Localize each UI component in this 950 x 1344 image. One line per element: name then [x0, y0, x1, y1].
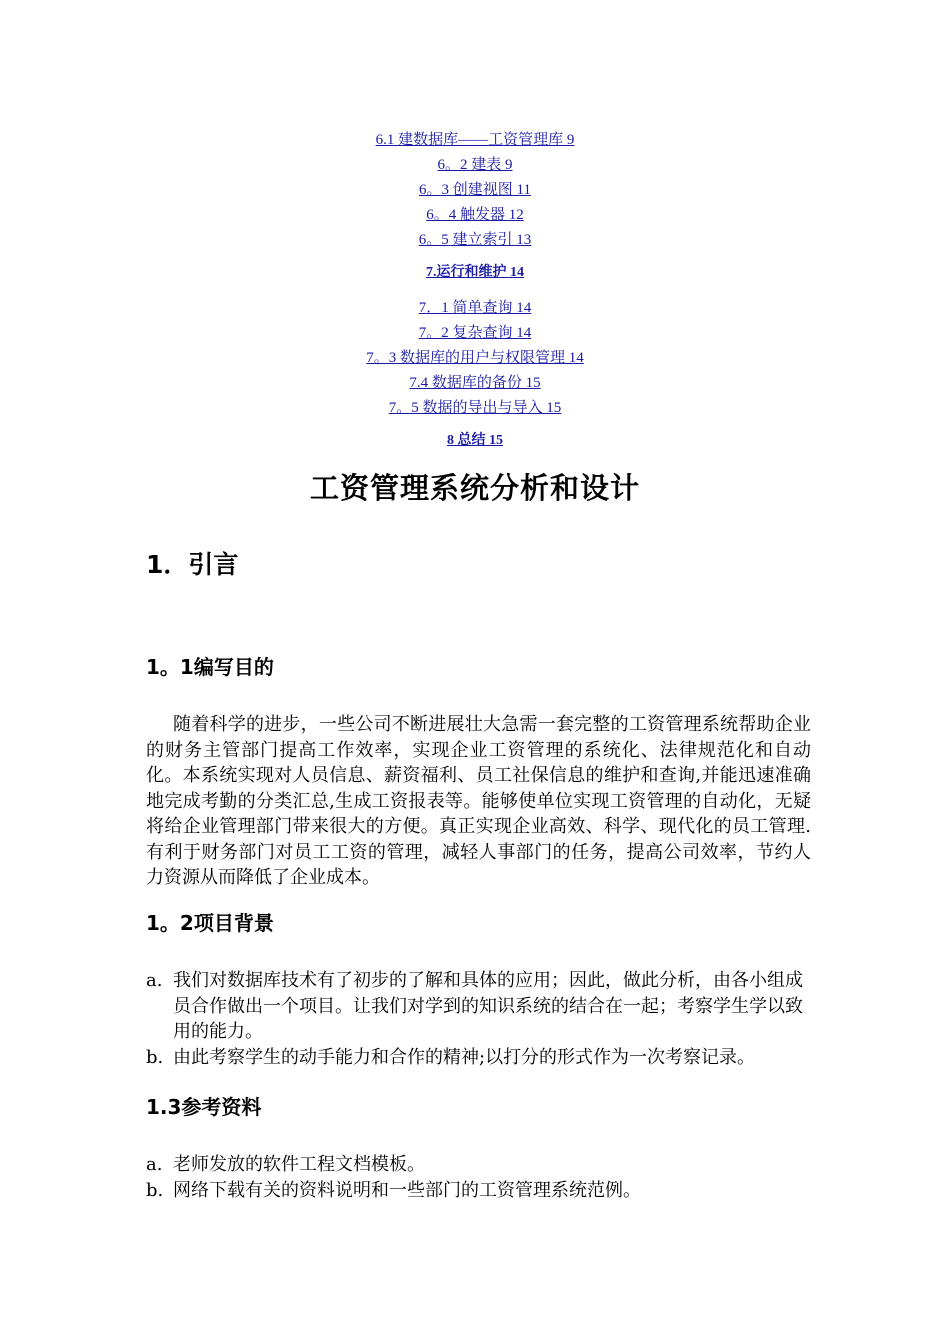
- toc-entry: [0, 369, 950, 394]
- list-item-text: 我们对数据库技术有了初步的了解和具体的应用；因此，做此分析，由各小组成员合作做出一个项目。让我们对学到的知识系统的结合在一起；考察学生学以致用的能力。: [173, 970, 803, 1042]
- toc-entry: [0, 260, 950, 285]
- list-item-text: 老师发放的软件工程文档模板。: [173, 1154, 425, 1175]
- document-title: 工资管理系统分析和设计: [309, 471, 640, 505]
- toc-entry: [0, 151, 950, 176]
- section-1-2-list: [146, 968, 811, 1070]
- toc-link-6-3[interactable]: 6。3 创建视图 11: [419, 182, 531, 198]
- toc-link-6-1[interactable]: 6.1 建数据库——工资管理库 9: [375, 132, 575, 148]
- table-of-contents: [0, 126, 950, 453]
- toc-link-6-4[interactable]: 6。4 触发器 12: [426, 207, 524, 223]
- toc-link-6-5[interactable]: 6。5 建立索引 13: [418, 232, 532, 248]
- section-1-2-heading: 1。2项目背景: [146, 911, 274, 935]
- toc-link-section-7[interactable]: 7.运行和维护 14: [426, 265, 524, 280]
- list-item-text: 网络下载有关的资料说明和一些部门的工资管理系统范例。: [173, 1179, 641, 1201]
- toc-entry: [0, 344, 950, 369]
- toc-entry: [0, 226, 950, 251]
- toc-entry: [0, 176, 950, 201]
- list-item: [146, 1152, 811, 1178]
- section-1-3-heading: 1.3参考资料: [146, 1095, 262, 1119]
- toc-link-7-4[interactable]: 7.4 数据库的备份 15: [409, 375, 541, 391]
- toc-entry: [0, 201, 950, 226]
- toc-link-7-1[interactable]: 7．1 简单查询 14: [418, 300, 532, 316]
- list-item: [146, 968, 811, 1045]
- list-item: [146, 1045, 811, 1071]
- list-marker: a.: [146, 1154, 163, 1175]
- toc-entry: [0, 428, 950, 453]
- toc-link-6-2[interactable]: 6。2 建表 9: [437, 157, 513, 173]
- toc-entry: [0, 394, 950, 419]
- toc-entry: [0, 319, 950, 344]
- toc-link-7-2[interactable]: 7。2 复杂查询 14: [418, 325, 532, 341]
- list-item: [146, 1178, 811, 1204]
- section-1-1-paragraph: 随着科学的进步，一些公司不断进展壮大急需一套完整的工资管理系统帮助企业的财务主管部门提高工作效率，实现企业工资管理的系统化、法律规范化和自动化。本系统实现对人员信息、薪资福利、员工社保信息的维护和查询,并能迅速准确地完成考勤的分类汇总,生成工资报表等。能够使单位实现工资管理的自动化，无疑将给企业管理部门带来很大的方便。真正实现企业高效、科学、现代化的员工管理.有利于财务部门对员工工资的管理，减轻人事部门的任务，提高公司效率，节约人力资源从而降低了企业成本。: [146, 714, 811, 888]
- toc-entry: [0, 294, 950, 319]
- toc-link-7-3[interactable]: 7。3 数据库的用户与权限管理 14: [366, 350, 584, 366]
- toc-link-section-8[interactable]: 8 总结 15: [447, 433, 503, 448]
- list-marker: b.: [146, 1179, 164, 1201]
- list-item-text: 由此考察学生的动手能力和合作的精神;以打分的形式作为一次考察记录。: [173, 1046, 756, 1068]
- list-marker: a.: [146, 970, 163, 991]
- section-1-1-heading: 1。1编写目的: [146, 655, 274, 679]
- list-marker: b.: [146, 1046, 164, 1068]
- toc-link-7-5[interactable]: 7。5 数据的导出与导入 15: [388, 400, 562, 416]
- toc-entry: [0, 126, 950, 151]
- section-1-heading: 1．引言: [146, 550, 239, 579]
- section-1-3-list: [146, 1152, 811, 1203]
